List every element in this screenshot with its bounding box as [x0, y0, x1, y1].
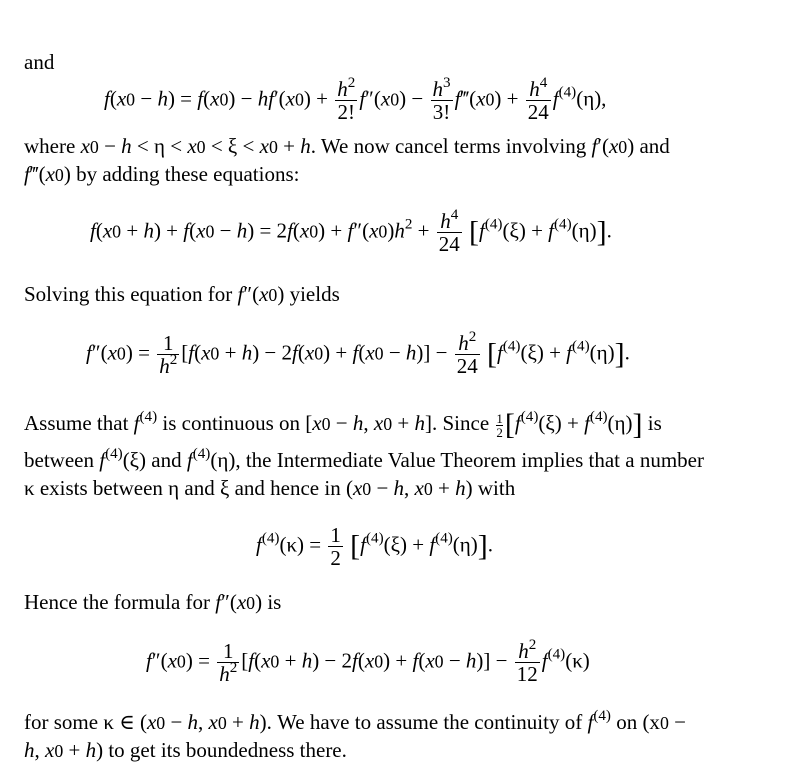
- paragraph-assume: Assume that $f^{(4)}$ is continuous on [x0 − h, x0 + h]. Since $\frac{1}{2}$ $[f^{(4)}(\xi) + f^{(4)}(\eta)]$ is: [24, 408, 662, 441]
- paragraph-hence: Hence the formula for f″(x0) is: [24, 590, 282, 614]
- paragraph-kappa: κ exists between η and ξ and hence in (x0 − h, x0 + h) with: [24, 476, 516, 500]
- equation-taylor-minus: f(x0 − h) = f(x0) − hf′(x0) + $\frac{h^2}{2!}$ f″(x0) − $\frac{h^3}{3!}$ f‴(x0) + $\frac{h^4}{24}$ $f^{(4)}(\eta)$,: [104, 74, 607, 125]
- equation-sum: $f(x0 + h) + f(x0 - h) = 2f(x0) + f''(x0)h^2$ + $\frac{h^4}{24}$ $[f^{(4)}(\xi) + f^{(4)}(\eta)]$.: [90, 206, 612, 257]
- paragraph-final-cont: h, x0 + h) to get its boundedness there.: [24, 738, 347, 762]
- paragraph-where: where x0 − h < η < x0 < ξ < x0 + h. We now cancel terms involving f′(x0) and: [24, 134, 670, 158]
- equation-final-formula: f″(x0) = $\frac{1}{h^2}$ [f(x0 + h) − 2f(x0) + f(x0 − h)] − $\frac{h^2}{12}$ $f^{(4)}(\kappa)$: [146, 636, 590, 687]
- word-and: and: [24, 50, 55, 74]
- paragraph-final: for some κ ∈ (x0 − h, x0 + h). We have to assume the continuity of $f^{(4)}$ on (x0 −: [24, 707, 686, 734]
- equation-kappa: $f^{(4)}(\kappa)$ = $\frac{1}{2}$ $[f^{(4)}(\xi) + f^{(4)}(\eta)]$.: [256, 523, 493, 571]
- paragraph-between: between $f^{(4)}(\xi)$ and $f^{(4)}(\eta)$, the Intermediate Value Theorem implies that a number: [24, 445, 704, 472]
- equation-second-derivative: f″(x0) = $\frac{1}{h^2}$ [f(x0 + h) − 2f(x0) + f(x0 − h)] − $\frac{h^2}{24}$ $[f^{(4)}(\xi) + f^{(4)}(\eta)]$.: [86, 328, 630, 379]
- paragraph-where-cont: f‴(x0) by adding these equations:: [24, 162, 300, 186]
- paragraph-solving: Solving this equation for f″(x0) yields: [24, 282, 340, 306]
